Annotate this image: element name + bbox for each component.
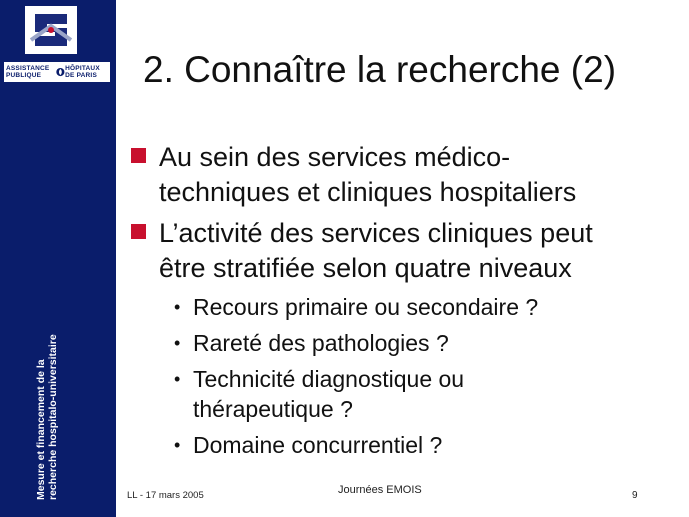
vertical-caption-line1: Mesure et financement de la — [35, 359, 47, 500]
logo-emblem-icon — [25, 6, 77, 54]
footer-date: LL - 17 mars 2005 — [127, 490, 204, 501]
bullet-line: être stratifiée selon quatre niveaux — [159, 253, 572, 283]
bullet-line: Au sein des services médico- — [159, 142, 511, 172]
sub-bullet-line: Recours primaire ou secondaire ? — [193, 294, 539, 320]
red-square-bullet-icon — [131, 224, 146, 239]
vertical-caption-line2: recherche hospitalo-universitaire — [47, 334, 59, 500]
sub-bullet-item — [131, 364, 681, 424]
sub-bullet-line: Technicité diagnostique ou — [193, 366, 465, 392]
dot-bullet-icon: • — [174, 369, 181, 389]
footer-event: Journées EMOIS — [338, 484, 422, 496]
dot-bullet-icon: • — [174, 333, 181, 353]
institution-logo — [25, 6, 77, 54]
sub-bullet-item — [131, 292, 681, 322]
aphp-wordmark — [4, 62, 110, 82]
logo-text-right: HÔPITAUX DE PARIS — [65, 65, 100, 79]
bullet-item — [131, 216, 681, 286]
sub-bullet-line: Rareté des pathologies ? — [193, 330, 449, 356]
page-number: 9 — [632, 490, 638, 501]
dot-bullet-icon: • — [174, 435, 181, 455]
dot-bullet-icon: • — [174, 297, 181, 317]
aphp-emblem-icon — [56, 65, 65, 79]
sub-bullet-item — [131, 430, 681, 460]
sub-bullet-line: Domaine concurrentiel ? — [193, 432, 443, 458]
bullet-line: techniques et cliniques hospitaliers — [159, 177, 577, 207]
sub-bullet-item — [131, 328, 681, 358]
red-square-bullet-icon — [131, 148, 146, 163]
bullet-line: L’activité des services cliniques peut — [159, 218, 593, 248]
vertical-caption — [35, 310, 59, 500]
sidebar — [0, 0, 116, 517]
sub-bullet-line: thérapeutique ? — [193, 396, 353, 422]
bullet-item — [131, 140, 681, 210]
slide-title: 2. Connaître la recherche (2) — [143, 49, 617, 90]
bullet-list — [131, 140, 681, 466]
logo-text-left: ASSISTANCE PUBLIQUE — [6, 65, 50, 79]
